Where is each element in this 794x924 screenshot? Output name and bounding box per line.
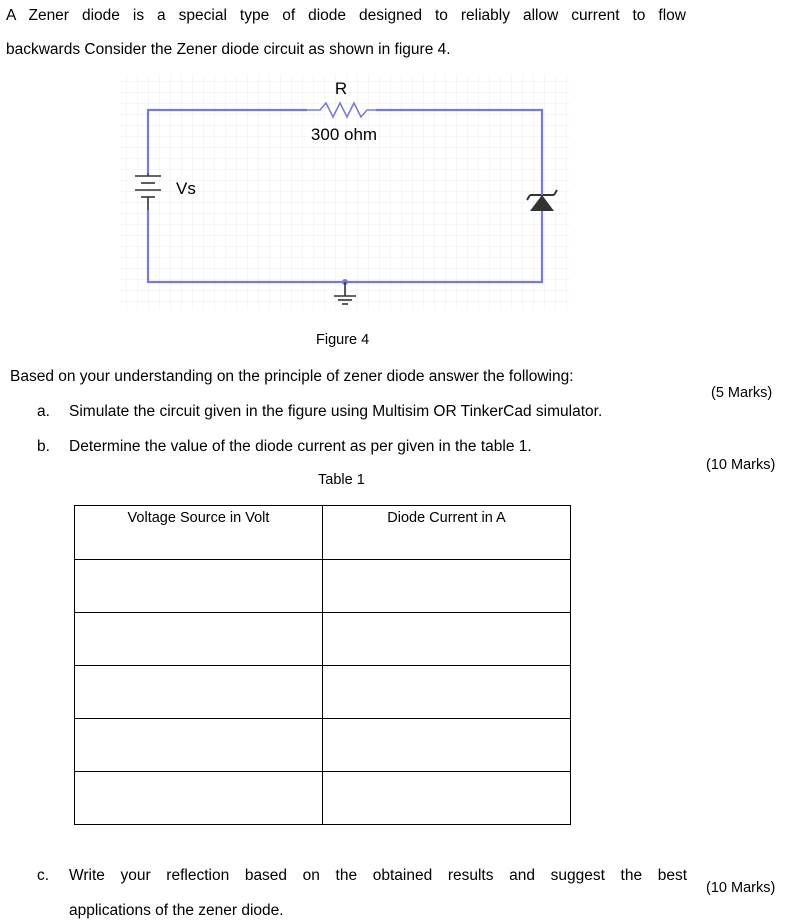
question-c-letter: c. [37, 867, 50, 884]
table-row [75, 560, 571, 613]
table-cell[interactable] [75, 666, 323, 719]
question-a-letter: a. [37, 403, 50, 420]
table-row [75, 613, 571, 666]
header-diode-current: Diode Current in A [323, 506, 571, 560]
table-row [75, 772, 571, 825]
figure-caption: Figure 4 [316, 332, 370, 348]
header-voltage-source: Voltage Source in Volt [75, 506, 323, 560]
table-cell[interactable] [323, 666, 571, 719]
question-a-text: Simulate the circuit given in the figure using Multisim OR TinkerCad simulator. [69, 403, 603, 420]
table-row [75, 719, 571, 772]
question-a-marks: (5 Marks) [711, 385, 773, 401]
question-b-text: Determine the value of the diode current as per given in the table 1. [69, 438, 532, 455]
table-cell[interactable] [323, 772, 571, 825]
question-b-marks: (10 Marks) [706, 457, 776, 473]
diode-current-table [74, 505, 571, 825]
question-b-letter: b. [37, 438, 50, 455]
question-c-text-line-1: Write your reflection based on the obtained results and suggest the best [69, 867, 687, 884]
table-cell[interactable] [75, 719, 323, 772]
table-cell[interactable] [75, 560, 323, 613]
table-cell[interactable] [323, 719, 571, 772]
intro-line-1: A Zener diode is a special type of diode designed to reliably allow current to flow [6, 7, 686, 24]
resistor-label: R [334, 79, 348, 98]
source-label: Vs [176, 179, 196, 198]
table-header-row [75, 506, 571, 560]
table-cell[interactable] [75, 772, 323, 825]
question-c-text-line-2: applications of the zener diode. [69, 902, 284, 919]
zener-circuit-diagram [115, 70, 575, 315]
question-c-marks: (10 Marks) [706, 880, 776, 896]
instruction-text: Based on your understanding on the principle of zener diode answer the following: [10, 368, 574, 385]
table-row [75, 666, 571, 719]
resistance-value: 300 ohm [310, 125, 378, 144]
table-caption: Table 1 [318, 472, 365, 488]
table-cell[interactable] [75, 613, 323, 666]
table-cell[interactable] [323, 613, 571, 666]
intro-line-2: backwards Consider the Zener diode circuit as shown in figure 4. [6, 41, 451, 58]
table-cell[interactable] [323, 560, 571, 613]
